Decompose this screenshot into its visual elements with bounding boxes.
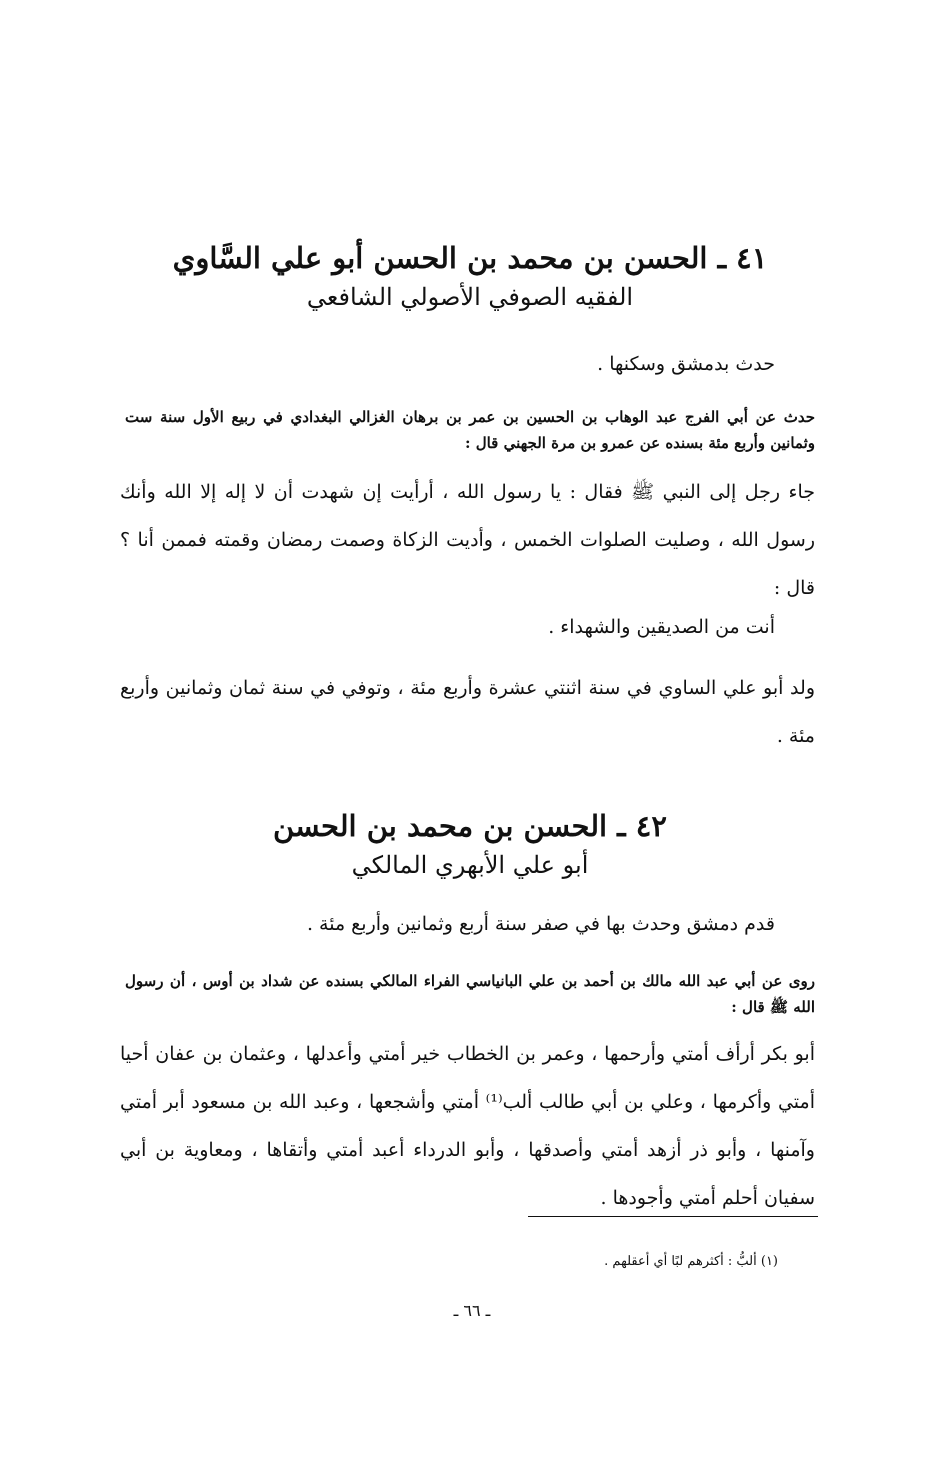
entry-42-subtitle: أبو علي الأبهري المالكي	[351, 851, 589, 879]
entry-41-answer: أنت من الصديقين والشهداء .	[548, 616, 775, 638]
footnote: (١) ألبُّ : أكثرهم لبًا أي أعقلهم .	[604, 1254, 778, 1269]
entry-42-title: ٤٢ ـ الحسن بن محمد بن الحسن	[273, 809, 667, 843]
entry-42-intro: قدم دمشق وحدث بها في صفر سنة أربع وثمانين وأربع مئة .	[306, 913, 775, 935]
footnote-separator	[528, 1216, 818, 1217]
entry-41-intro: حدث بدمشق وسكنها .	[597, 353, 775, 375]
entry-41-narration: حدث عن أبي الفرج عبد الوهاب بن الحسين بن عمر بن برهان الغزالي البغدادي في ربيع الأول سنة ست وثمانين وأربع مئة بسنده عن عمرو بن مرة الجهني قال :	[125, 408, 815, 452]
page-number: ـ ٦٦ ـ	[453, 1301, 491, 1320]
entry-41-hadith: جاء رجل إلى النبي ﷺ فقال : يا رسول الله ، أرأيت إن شهدت أن لا إله إلا الله وأنك رسول الله ، وصليت الصلوات الخمس ، وأديت الزكاة وصمت رمضان وقمته فممن أنا ؟ قال :	[120, 481, 815, 599]
entry-41-title: ٤١ ـ الحسن بن محمد بن الحسن أبو علي السَّاوي	[172, 241, 768, 275]
entry-42-hadith: أبو بكر أرأف أمتي وأرحمها ، وعمر بن الخطاب خير أمتي وأعدلها ، وعثمان بن عفان أحيا أمتي وأكرمها ، وعلي بن أبي طالب ألب⁽¹⁾ أمتي وأشجعها ، وعبد الله بن مسعود أبر أمتي وآمنها ، وأبو ذر أزهد أمتي وأصدقها ، وأبو الدرداء أعبد أمتي وأتقاها ، ومعاوية بن أبي سفيان أحلم أمتي وأجودها .	[120, 1043, 815, 1209]
entry-41-birth-death: ولد أبو علي الساوي في سنة اثنتي عشرة وأربع مئة ، وتوفي في سنة ثمان وثمانين وأربع مئة .	[120, 677, 815, 747]
entry-41-subtitle: الفقيه الصوفي الأصولي الشافعي	[306, 283, 634, 311]
entry-42-narration: روى عن أبي عبد الله مالك بن أحمد بن علي البانياسي الفراء المالكي بسنده عن شداد بن أوس ، أن رسول الله ﷺ قال :	[125, 972, 815, 1016]
